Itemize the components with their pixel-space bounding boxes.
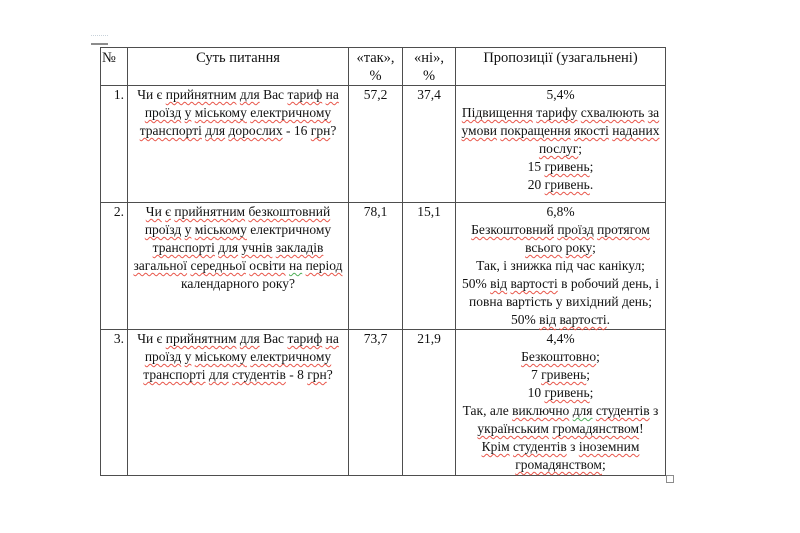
spellcheck-red-word: Підвищення [461, 105, 533, 120]
spellcheck-red-word: послуг [538, 141, 579, 156]
text-segment: Так, і знижка під час канікул; [476, 258, 645, 273]
text-segment: ; [578, 141, 583, 156]
text-segment: календарного року? [181, 276, 295, 291]
spellcheck-red-word: гривень [544, 385, 590, 400]
proposal-line [458, 104, 663, 158]
header-row [101, 48, 666, 86]
spellcheck-red-word: у [184, 349, 192, 364]
spellcheck-red-word: транспорті [152, 240, 215, 255]
spellcheck-red-word: Чи [145, 204, 162, 219]
spellcheck-red-word: проїзд [144, 222, 182, 237]
survey-table [100, 47, 666, 476]
question-cell[interactable] [128, 203, 349, 330]
text-segment: 4,4% [546, 331, 575, 346]
spellcheck-red-word: умови [461, 123, 497, 138]
spellcheck-red-word: для [205, 123, 226, 138]
spellcheck-red-word: схвалюють [580, 105, 645, 120]
spellcheck-red-word: для [208, 367, 229, 382]
spellcheck-red-word: міському [194, 222, 247, 237]
table-row [101, 203, 666, 330]
proposal-line [458, 348, 663, 366]
proposal-line [458, 257, 663, 275]
text-segment: Вас [263, 331, 288, 346]
grammar-green-word: для [572, 403, 593, 418]
spellcheck-red-word: учнів [241, 240, 273, 255]
no-percent-cell[interactable]: 37,4 [403, 86, 456, 203]
table-row [101, 330, 666, 476]
text-segment: 6,8% [546, 204, 575, 219]
row-number-cell[interactable]: 1. [101, 86, 128, 203]
text-segment: 50% [462, 276, 491, 291]
spellcheck-red-word: студентів [595, 403, 650, 418]
text-segment: Вас [263, 87, 288, 102]
text-segment: Чи є [137, 87, 166, 102]
proposal-line [458, 311, 663, 329]
spellcheck-red-word: вартості [510, 276, 558, 291]
spellcheck-red-word: у [184, 222, 192, 237]
spellcheck-red-word: електричному [250, 349, 332, 364]
spellcheck-red-word: проїзд [144, 105, 182, 120]
spellcheck-red-word: виключно [512, 403, 570, 418]
text-segment: 20 [527, 177, 545, 192]
header-yes-line1: «так», [356, 50, 395, 66]
spellcheck-red-word: у [184, 105, 192, 120]
spellcheck-red-word: прийнятним [165, 331, 237, 346]
spellcheck-red-word: для [239, 331, 260, 346]
spellcheck-red-word: Безкоштовний [471, 222, 554, 237]
text-segment: ? [330, 123, 337, 138]
text-segment: 50% [510, 312, 540, 327]
text-segment: . [589, 177, 594, 192]
spellcheck-red-word: дорослих [228, 123, 283, 138]
spellcheck-red-word: міському [194, 349, 247, 364]
spellcheck-red-word: міському [194, 105, 247, 120]
spellcheck-red-word: на [325, 87, 339, 102]
spellcheck-red-word: громадянством [515, 457, 602, 472]
question-cell[interactable] [128, 330, 349, 476]
table-row [101, 86, 666, 203]
spellcheck-red-word: грн [307, 367, 327, 382]
table-move-handle-icon[interactable] [91, 35, 108, 45]
spellcheck-red-word: прийнятним [165, 87, 237, 102]
row-number-cell[interactable]: 2. [101, 203, 128, 330]
text-segment: ; [601, 457, 606, 472]
grammar-green-word: на [288, 258, 303, 273]
proposal-line [458, 203, 663, 221]
spellcheck-red-word: від [490, 276, 508, 291]
spellcheck-red-word: Крім [481, 439, 510, 454]
no-percent-cell[interactable]: 15,1 [403, 203, 456, 330]
spellcheck-red-word: вартості [559, 312, 607, 327]
header-proposals-cell[interactable]: Пропозиції (узагальнені) [456, 48, 666, 86]
proposals-cell[interactable] [456, 86, 666, 203]
spellcheck-red-word: проїзд [144, 349, 182, 364]
proposal-line [458, 86, 663, 104]
proposal-line [458, 366, 663, 384]
proposal-line [458, 176, 663, 194]
text-segment: Чи є [137, 331, 166, 346]
proposals-cell[interactable] [456, 203, 666, 330]
spellcheck-red-word: студентів [513, 439, 567, 454]
header-no-cell[interactable] [403, 48, 456, 86]
spellcheck-red-word: тариф [287, 87, 323, 102]
row-number-cell[interactable]: 3. [101, 330, 128, 476]
header-no-line2: % [422, 68, 436, 84]
text-segment: з [566, 439, 579, 454]
text-segment: електричному [250, 222, 332, 237]
text-segment: ; [586, 367, 591, 382]
spellcheck-red-word: є [165, 204, 171, 219]
spellcheck-red-word: наданих [612, 123, 660, 138]
spellcheck-red-word: всього [525, 240, 563, 255]
spellcheck-red-word: для [239, 87, 260, 102]
proposal-line [458, 275, 663, 311]
spellcheck-red-word: тарифу [536, 105, 578, 120]
proposal-line [458, 221, 663, 257]
spellcheck-red-word: гривень [544, 177, 590, 192]
spellcheck-red-word: освіти [249, 258, 286, 273]
spellcheck-red-word: якості [574, 123, 609, 138]
question-cell[interactable] [128, 86, 349, 203]
text-segment: . [606, 312, 611, 327]
proposal-line [458, 158, 663, 176]
proposal-line [458, 402, 663, 438]
spellcheck-red-word: проїзд [557, 222, 594, 237]
spellcheck-red-word: електричному [250, 105, 332, 120]
text-segment: 5,4% [546, 87, 575, 102]
header-number-cell[interactable]: № [101, 48, 128, 86]
proposal-line [458, 438, 663, 474]
yes-percent-cell[interactable]: 73,7 [349, 330, 403, 476]
text-segment: з [649, 403, 659, 418]
yes-percent-cell[interactable]: 57,2 [349, 86, 403, 203]
spellcheck-red-word: транспорті [143, 367, 206, 382]
header-yes-line2: % [369, 68, 382, 84]
spellcheck-red-word: року [565, 240, 593, 255]
spellcheck-red-word: період [305, 258, 343, 273]
spellcheck-red-word: громадянством [552, 421, 640, 436]
spellcheck-red-word: тариф [287, 331, 323, 346]
text-segment: ; [596, 349, 600, 364]
table-body [101, 86, 666, 476]
header-no-line1: «ні», [414, 50, 444, 66]
spellcheck-red-word: прийнятним [174, 204, 246, 219]
header-yes-cell[interactable] [349, 48, 403, 86]
table-resize-handle-icon[interactable] [666, 475, 674, 483]
spellcheck-red-word: від [539, 312, 557, 327]
text-segment: 10 [527, 385, 545, 400]
spellcheck-red-word: на [325, 331, 339, 346]
spellcheck-red-word: закладів [275, 240, 324, 255]
spellcheck-red-word: безкоштовний [248, 204, 331, 219]
text-segment: - 8 [285, 367, 308, 382]
proposal-line [458, 384, 663, 402]
text-segment: ? [326, 367, 333, 382]
spellcheck-red-word: іноземним [578, 439, 640, 454]
proposal-line [458, 330, 663, 348]
spellcheck-red-word: транспорті [139, 123, 202, 138]
spellcheck-red-word: покращення [500, 123, 571, 138]
spellcheck-red-word: гривень [544, 159, 590, 174]
text-segment: ! [639, 421, 644, 436]
text-segment: - 16 [282, 123, 311, 138]
text-segment: 15 [527, 159, 545, 174]
spellcheck-red-word: Безкоштовно [521, 349, 597, 364]
yes-percent-cell[interactable]: 78,1 [349, 203, 403, 330]
header-question-cell[interactable]: Суть питання [128, 48, 349, 86]
no-percent-cell[interactable]: 21,9 [403, 330, 456, 476]
spellcheck-red-word: українським [477, 421, 549, 436]
spellcheck-red-word: за [647, 105, 660, 120]
spellcheck-red-word: протягом [597, 222, 650, 237]
text-segment: 7 [530, 367, 542, 382]
proposals-cell[interactable] [456, 330, 666, 476]
text-segment: ; [589, 385, 594, 400]
text-segment: Так, але [462, 403, 513, 418]
text-segment: в робочий день, і повна вартість у вихідний день; [469, 276, 659, 309]
spellcheck-red-word: студентів [232, 367, 286, 382]
spellcheck-red-word: загальної [133, 258, 188, 273]
spellcheck-red-word: для [218, 240, 239, 255]
spellcheck-red-word: гривень [541, 367, 587, 382]
text-segment: ; [592, 240, 596, 255]
text-segment: ; [589, 159, 594, 174]
spellcheck-red-word: грн [310, 123, 331, 138]
spellcheck-red-word: середньої [190, 258, 246, 273]
